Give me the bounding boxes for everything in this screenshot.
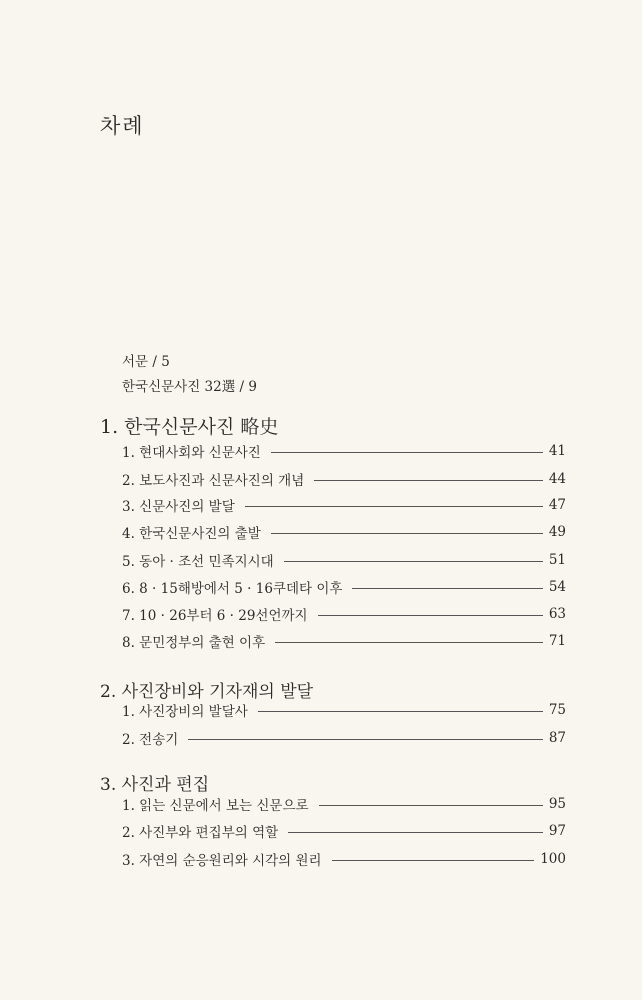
toc-entry[interactable] [122, 603, 566, 625]
toc-entry-label: 2. 보도사진과 신문사진의 개념 [122, 473, 305, 489]
toc-entry-page: 71 [548, 633, 566, 649]
toc-entry-label: 1. 현대사회와 신문사진 [122, 445, 261, 461]
toc-entry-label: 6. 8 · 15해방에서 5 · 16쿠데타 이후 [122, 581, 343, 597]
toc-entry-page: 51 [548, 552, 566, 568]
toc-entry[interactable] [122, 521, 566, 543]
toc-entry[interactable] [122, 699, 566, 721]
page-title: 차례 [100, 114, 145, 138]
toc-entry-label: 4. 한국신문사진의 출발 [122, 526, 261, 542]
toc-entry[interactable] [122, 576, 566, 598]
leader-line [258, 711, 543, 712]
toc-entry-label: 8. 문민정부의 출현 이후 [122, 635, 266, 651]
leader-line [275, 642, 543, 643]
toc-entry-label: 3. 자연의 순응원리와 시각의 원리 [122, 853, 322, 869]
toc-entry-page: 100 [540, 851, 566, 867]
preliminary-list [122, 350, 257, 400]
toc-entry-label: 1. 사진장비의 발달사 [122, 704, 248, 720]
toc-entry-page: 41 [548, 443, 566, 459]
chapter-1-title: 1. 한국신문사진 略史 [100, 416, 279, 438]
toc-entry-label: 2. 전송기 [122, 732, 179, 748]
leader-line [288, 832, 543, 833]
chapter-2-title: 2. 사진장비와 기자재의 발달 [100, 682, 314, 702]
photo-selection-entry: 한국신문사진 32選 / 9 [122, 379, 257, 395]
toc-entry[interactable] [122, 549, 566, 571]
toc-entry[interactable] [122, 820, 566, 842]
toc-entry-page: 97 [548, 823, 566, 839]
toc-entry[interactable] [122, 494, 566, 516]
leader-line [271, 452, 543, 453]
leader-line [332, 860, 535, 861]
toc-entry-page: 44 [548, 471, 566, 487]
toc-entry-label: 3. 신문사진의 발달 [122, 499, 235, 515]
leader-line [318, 615, 543, 616]
leader-line [188, 739, 543, 740]
chapter-3-title: 3. 사진과 편집 [100, 775, 210, 795]
leader-line [245, 506, 543, 507]
leader-line [284, 561, 543, 562]
toc-entry-page: 75 [548, 702, 566, 718]
toc-entry-label: 1. 읽는 신문에서 보는 신문으로 [122, 798, 309, 814]
toc-entry-page: 49 [548, 524, 566, 540]
leader-line [314, 480, 543, 481]
leader-line [319, 805, 543, 806]
toc-entry[interactable] [122, 440, 566, 462]
toc-entry-page: 63 [548, 606, 566, 622]
toc-entry[interactable] [122, 848, 566, 870]
toc-entry-page: 54 [548, 579, 566, 595]
toc-entry-page: 95 [548, 796, 566, 812]
toc-entry[interactable] [122, 727, 566, 749]
leader-line [271, 533, 543, 534]
toc-entry-page: 87 [548, 730, 566, 746]
leader-line [352, 588, 542, 589]
toc-entry[interactable] [122, 793, 566, 815]
toc-entry[interactable] [122, 468, 566, 490]
toc-entry-label: 5. 동아 · 조선 민족지시대 [122, 554, 274, 570]
toc-entry-label: 7. 10 · 26부터 6 · 29선언까지 [122, 608, 308, 624]
toc-entry-page: 47 [548, 497, 566, 513]
toc-entry[interactable] [122, 630, 566, 652]
toc-entry-label: 2. 사진부와 편집부의 역할 [122, 825, 279, 841]
preface-entry: 서문 / 5 [122, 354, 170, 370]
